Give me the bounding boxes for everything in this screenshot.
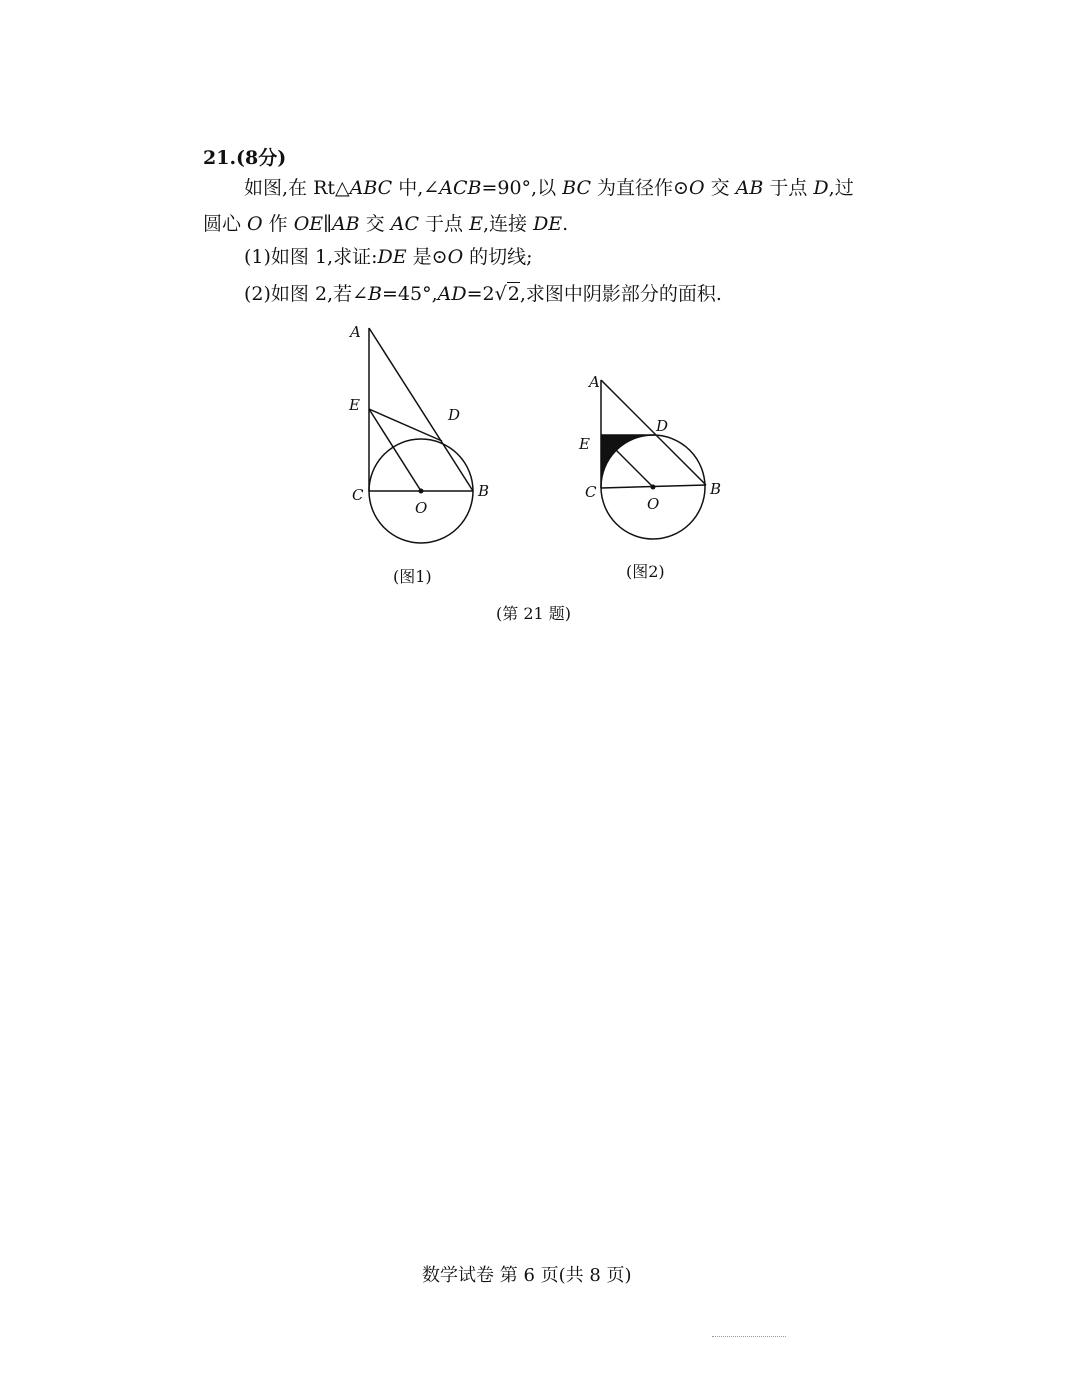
label-d: D [448, 406, 461, 424]
page-footer: 数学试卷 第 6 页(共 8 页) [422, 1265, 632, 1286]
label-b: B [478, 482, 490, 500]
center-point-o [419, 489, 424, 494]
label-b: B [710, 480, 722, 498]
label-c: C [585, 483, 597, 501]
problem-statement-line-2: 圆心 O 作 OE∥AB 交 AC 于点 E,连接 DE. [203, 213, 569, 235]
label-c: C [352, 486, 364, 504]
question-number: 21.(8分) [203, 147, 287, 169]
figures-caption: (第 21 题) [496, 604, 572, 623]
label-e: E [579, 435, 590, 453]
label-o: O [415, 499, 428, 517]
problem-statement-line-1: 如图,在 Rt△ABC 中,∠ACB=90°,以 BC 为直径作⊙O 交 AB 于点 D,过 [244, 177, 854, 199]
segment-eo [369, 409, 421, 491]
figure-2-diagram [570, 370, 740, 550]
label-e: E [349, 396, 360, 414]
label-o: O [647, 495, 660, 513]
figure-2-caption: (图2) [626, 562, 665, 581]
figure-1-caption: (图1) [393, 567, 432, 586]
center-point-o [651, 485, 656, 490]
decorative-dotted-line [712, 1336, 786, 1337]
sub-question-1: (1)如图 1,求证:DE 是⊙O 的切线; [244, 246, 533, 268]
sub-question-2: (2)如图 2,若∠B=45°,AD=2√2,求图中阴影部分的面积. [244, 283, 722, 305]
label-a: A [589, 373, 600, 391]
label-d: D [656, 417, 669, 435]
segment-ab [601, 380, 706, 485]
label-a: A [350, 323, 361, 341]
figure-1-diagram [330, 310, 520, 560]
